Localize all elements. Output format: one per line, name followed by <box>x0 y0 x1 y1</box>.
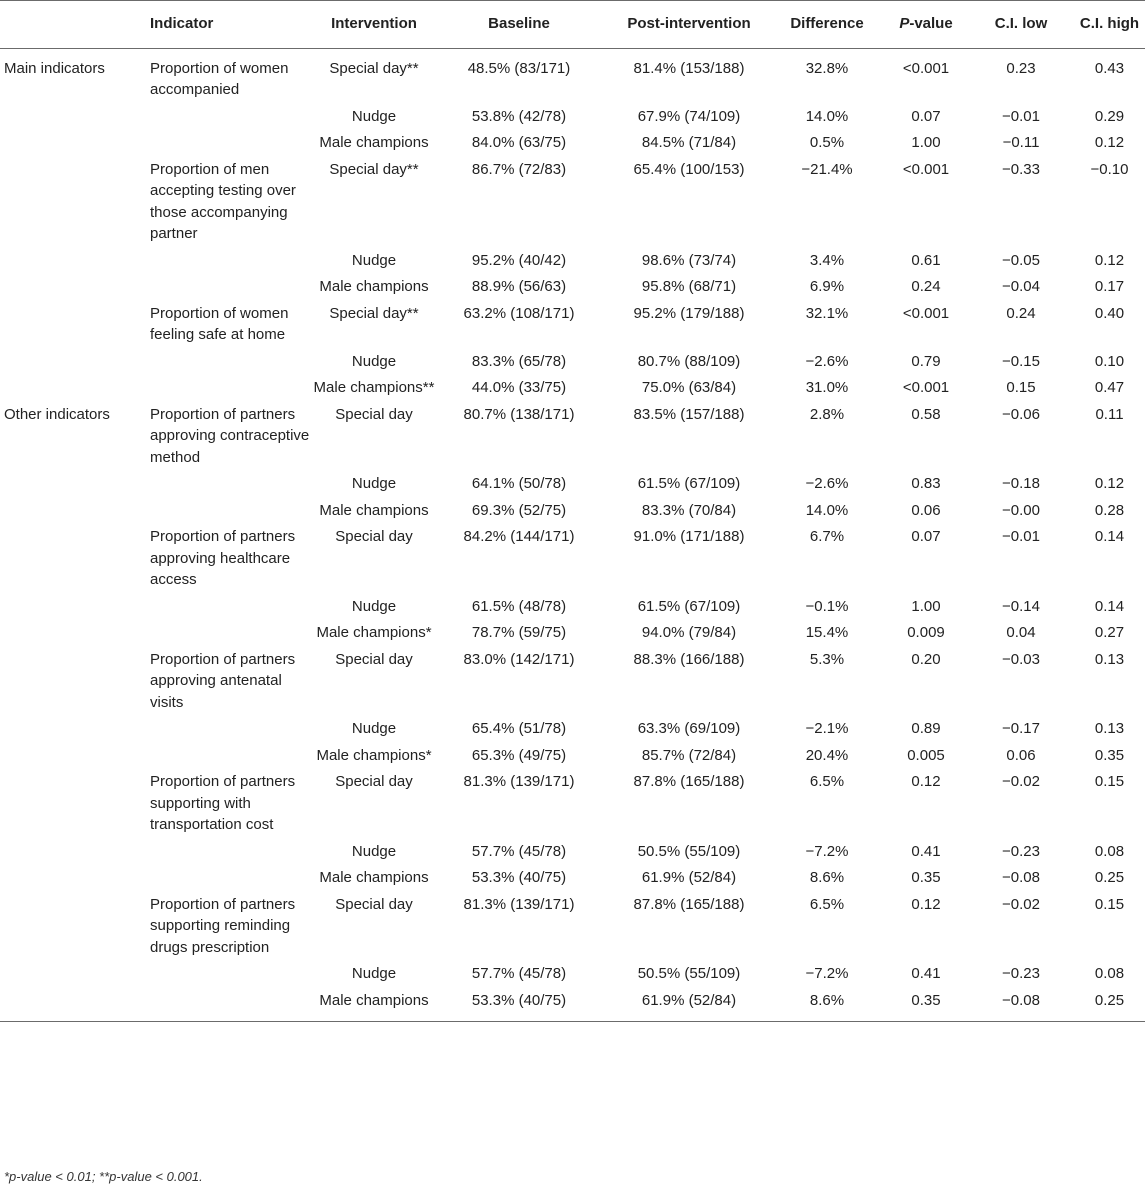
ci-high-cell: 0.25 <box>1094 991 1125 1009</box>
post-intervention-cell: 95.2% (179/188) <box>633 304 745 322</box>
indicator-cell: Proportion of partners supporting with transportation cost <box>150 773 296 833</box>
p-value-cell: 0.07 <box>911 107 941 125</box>
ci-low-cell: −0.08 <box>1002 869 1040 886</box>
difference-cell: 6.9% <box>809 278 845 295</box>
baseline-cell: 86.7% (72/83) <box>471 160 567 178</box>
table-row <box>0 374 1145 401</box>
table-row <box>0 715 1145 742</box>
ci-high-cell: 0.27 <box>1094 624 1125 641</box>
difference-cell: 3.4% <box>809 251 845 269</box>
section-label <box>0 742 146 769</box>
section-label <box>0 593 146 620</box>
ci-high-cell: 0.12 <box>1094 134 1125 151</box>
section-label <box>0 619 146 646</box>
baseline-cell: 84.2% (144/171) <box>463 528 575 545</box>
post-intervention-cell: 61.5% (67/109) <box>637 597 741 615</box>
baseline-cell: 69.3% (52/75) <box>471 501 567 519</box>
section-label <box>0 103 146 130</box>
ci-low-cell: −0.15 <box>1002 352 1040 370</box>
p-value-cell: 0.58 <box>911 405 941 423</box>
section-label <box>0 864 146 891</box>
indicator-cell <box>146 593 310 620</box>
post-intervention-cell: 91.0% (171/188) <box>633 528 745 545</box>
post-intervention-cell: 94.0% (79/84) <box>641 624 737 641</box>
section-label <box>0 646 146 716</box>
table-row <box>0 48 1145 103</box>
baseline-cell: 48.5% (83/171) <box>467 59 571 77</box>
ci-high-cell: 0.12 <box>1094 475 1125 492</box>
post-intervention-cell: 87.8% (165/188) <box>633 773 745 790</box>
post-intervention-cell: 65.4% (100/153) <box>633 160 745 178</box>
ci-low-cell: −0.33 <box>1002 160 1040 178</box>
ci-low-cell: −0.00 <box>1002 501 1040 519</box>
table-footnote: *p-value < 0.01; **p-value < 0.001. <box>4 1169 203 1184</box>
table-row <box>0 247 1145 274</box>
baseline-cell: 57.7% (45/78) <box>471 842 567 860</box>
p-value-cell: <0.001 <box>902 59 950 77</box>
difference-cell: 2.8% <box>809 405 845 423</box>
section-label <box>0 129 146 156</box>
ci-high-cell: 0.13 <box>1094 650 1125 668</box>
baseline-cell: 84.0% (63/75) <box>471 134 567 151</box>
ci-low-cell: −0.11 <box>1002 134 1040 151</box>
difference-cell: 6.5% <box>809 773 845 790</box>
post-intervention-cell: 61.5% (67/109) <box>637 475 741 492</box>
section-label <box>0 470 146 497</box>
table-row <box>0 960 1145 987</box>
ci-low-cell: −0.08 <box>1002 991 1040 1009</box>
post-intervention-cell: 50.5% (55/109) <box>637 965 741 982</box>
indicator-cell <box>146 374 310 401</box>
table-row <box>0 987 1145 1022</box>
difference-cell: −7.2% <box>805 965 849 982</box>
ci-high-cell: 0.17 <box>1094 278 1125 295</box>
intervention-cell: Male champions <box>319 278 429 295</box>
indicator-cell: Proportion of partners supporting reminding drugs prescription <box>150 895 296 956</box>
indicator-cell <box>146 247 310 274</box>
table-row <box>0 742 1145 769</box>
table-row <box>0 156 1145 247</box>
difference-cell: 32.8% <box>805 59 849 77</box>
indicator-cell: Proportion of partners approving healthcare access <box>150 528 296 588</box>
header-difference: Difference <box>778 1 876 49</box>
section-label <box>0 300 146 348</box>
p-value-cell: 0.24 <box>911 278 941 295</box>
intervention-cell: Nudge <box>351 475 397 492</box>
table-row <box>0 593 1145 620</box>
indicator-cell <box>146 470 310 497</box>
ci-low-cell: −0.01 <box>1002 528 1040 545</box>
ci-low-cell: −0.03 <box>1002 650 1040 668</box>
intervention-cell: Nudge <box>351 720 397 737</box>
baseline-cell: 63.2% (108/171) <box>463 304 575 322</box>
p-value-cell: 0.35 <box>911 991 941 1009</box>
difference-cell: −21.4% <box>801 160 853 178</box>
p-value-cell: 0.41 <box>911 965 941 982</box>
indicator-cell <box>146 619 310 646</box>
difference-cell: 8.6% <box>809 869 845 886</box>
post-intervention-cell: 67.9% (74/109) <box>637 107 741 125</box>
ci-high-cell: −0.10 <box>1090 160 1129 178</box>
indicator-cell: Proportion of men accepting testing over those accompanying partner <box>150 160 296 242</box>
ci-low-cell: 0.04 <box>1006 624 1036 641</box>
ci-low-cell: −0.18 <box>1002 475 1040 492</box>
intervention-cell: Special day <box>335 773 413 790</box>
ci-high-cell: 0.08 <box>1094 842 1125 860</box>
intervention-cell: Special day <box>335 650 413 668</box>
table-row <box>0 273 1145 300</box>
table-row <box>0 523 1145 593</box>
post-intervention-cell: 80.7% (88/109) <box>637 352 741 370</box>
table-row <box>0 129 1145 156</box>
difference-cell: 31.0% <box>805 379 849 396</box>
p-value-cell: 0.009 <box>907 624 945 641</box>
p-value-cell: 0.61 <box>911 251 941 269</box>
intervention-cell: Nudge <box>351 251 397 269</box>
difference-cell: 32.1% <box>805 304 849 322</box>
table-row <box>0 497 1145 524</box>
baseline-cell: 53.3% (40/75) <box>471 869 567 886</box>
difference-cell: 5.3% <box>809 650 845 668</box>
intervention-cell: Special day** <box>329 59 419 77</box>
ci-high-cell: 0.13 <box>1094 720 1125 737</box>
baseline-cell: 88.9% (56/63) <box>471 278 567 295</box>
difference-cell: −2.1% <box>805 720 849 737</box>
post-intervention-cell: 88.3% (166/188) <box>633 650 745 668</box>
intervention-cell: Special day <box>335 528 413 545</box>
difference-cell: −0.1% <box>805 597 849 615</box>
intervention-cell: Nudge <box>351 842 397 860</box>
baseline-cell: 61.5% (48/78) <box>471 597 567 615</box>
header-section <box>0 1 146 49</box>
indicator-cell <box>146 273 310 300</box>
table-row <box>0 838 1145 865</box>
ci-high-cell: 0.40 <box>1094 304 1125 322</box>
header-intervention: Intervention <box>310 1 438 49</box>
indicator-cell <box>146 103 310 130</box>
table-row <box>0 768 1145 838</box>
indicator-cell: Proportion of partners approving antenatal visits <box>150 650 296 711</box>
section-label <box>0 374 146 401</box>
section-label <box>0 273 146 300</box>
intervention-cell: Male champions <box>319 501 429 519</box>
section-label <box>0 523 146 593</box>
difference-cell: −2.6% <box>805 475 849 492</box>
baseline-cell: 81.3% (139/171) <box>463 773 575 790</box>
intervention-cell: Nudge <box>351 965 397 982</box>
ci-low-cell: −0.23 <box>1002 965 1040 982</box>
p-value-cell: 1.00 <box>911 134 941 151</box>
table-row <box>0 401 1145 471</box>
baseline-cell: 53.3% (40/75) <box>471 991 567 1009</box>
section-label: Other indicators <box>4 405 110 423</box>
intervention-cell: Special day <box>335 405 413 423</box>
intervention-cell: Nudge <box>351 107 397 125</box>
ci-low-cell: −0.17 <box>1002 720 1040 737</box>
table-body <box>0 48 1145 1022</box>
baseline-cell: 95.2% (40/42) <box>471 251 567 269</box>
p-value-cell: 0.06 <box>911 501 941 519</box>
difference-cell: −7.2% <box>805 842 849 860</box>
post-intervention-cell: 50.5% (55/109) <box>637 842 741 860</box>
ci-low-cell: −0.02 <box>1002 895 1040 913</box>
ci-low-cell: −0.05 <box>1002 251 1040 269</box>
ci-low-cell: −0.14 <box>1002 597 1040 615</box>
intervention-cell: Male champions* <box>316 624 432 641</box>
ci-high-cell: 0.25 <box>1094 869 1125 886</box>
section-label <box>0 348 146 375</box>
ci-low-cell: 0.15 <box>1006 379 1036 396</box>
difference-cell: 14.0% <box>805 107 849 125</box>
baseline-cell: 57.7% (45/78) <box>471 965 567 982</box>
indicator-cell <box>146 348 310 375</box>
indicator-cell: Proportion of women feeling safe at home <box>150 304 289 343</box>
p-value-cell: <0.001 <box>902 304 950 322</box>
intervention-cell: Male champions <box>319 134 429 151</box>
section-label: Main indicators <box>4 59 105 77</box>
baseline-cell: 65.3% (49/75) <box>471 746 567 764</box>
intervention-cell: Male champions** <box>313 379 435 396</box>
header-p-suffix: -value <box>909 15 953 32</box>
indicator-cell <box>146 742 310 769</box>
ci-high-cell: 0.28 <box>1094 501 1125 519</box>
indicator-cell: Proportion of partners approving contraceptive method <box>150 405 310 466</box>
section-label <box>0 838 146 865</box>
post-intervention-cell: 83.5% (157/188) <box>633 405 745 423</box>
table-row <box>0 300 1145 348</box>
header-baseline: Baseline <box>438 1 600 49</box>
baseline-cell: 83.3% (65/78) <box>471 352 567 370</box>
p-value-cell: 0.005 <box>907 746 945 764</box>
p-value-cell: 0.20 <box>911 650 941 668</box>
table-header-row <box>0 1 1145 49</box>
ci-low-cell: −0.04 <box>1002 278 1040 295</box>
difference-cell: −2.6% <box>805 352 849 370</box>
post-intervention-cell: 81.4% (153/188) <box>633 59 745 77</box>
section-label <box>0 768 146 838</box>
difference-cell: 6.5% <box>809 895 845 913</box>
section-label <box>0 891 146 961</box>
header-ci-low: C.I. low <box>976 1 1066 49</box>
ci-high-cell: 0.15 <box>1094 895 1125 913</box>
p-value-cell: 0.41 <box>911 842 941 860</box>
header-ci-high: C.I. high <box>1066 1 1145 49</box>
intervention-cell: Male champions <box>319 869 429 886</box>
baseline-cell: 83.0% (142/171) <box>463 650 575 668</box>
indicator-cell <box>146 864 310 891</box>
ci-low-cell: −0.23 <box>1002 842 1040 860</box>
section-label <box>0 960 146 987</box>
difference-cell: 15.4% <box>805 624 849 641</box>
post-intervention-cell: 83.3% (70/84) <box>641 501 737 519</box>
baseline-cell: 64.1% (50/78) <box>471 475 567 492</box>
indicator-cell <box>146 129 310 156</box>
p-value-cell: 1.00 <box>911 597 941 615</box>
header-p-value <box>876 1 976 49</box>
header-p-letter: P <box>899 15 910 32</box>
post-intervention-cell: 75.0% (63/84) <box>641 379 737 396</box>
baseline-cell: 80.7% (138/171) <box>463 405 575 423</box>
post-intervention-cell: 84.5% (71/84) <box>641 134 737 151</box>
table-row <box>0 619 1145 646</box>
ci-high-cell: 0.10 <box>1094 352 1125 370</box>
section-label <box>0 156 146 247</box>
section-label <box>0 247 146 274</box>
ci-high-cell: 0.12 <box>1094 251 1125 269</box>
section-label <box>0 987 146 1022</box>
baseline-cell: 44.0% (33/75) <box>471 379 567 396</box>
intervention-cell: Male champions* <box>316 746 432 764</box>
p-value-cell: 0.07 <box>911 528 941 545</box>
table-row <box>0 470 1145 497</box>
post-intervention-cell: 63.3% (69/109) <box>637 720 741 737</box>
p-value-cell: 0.12 <box>911 773 941 790</box>
indicator-cell <box>146 960 310 987</box>
ci-low-cell: −0.06 <box>1002 405 1040 423</box>
p-value-cell: <0.001 <box>902 379 950 396</box>
indicator-cell <box>146 987 310 1022</box>
p-value-cell: 0.12 <box>911 895 941 913</box>
difference-cell: 14.0% <box>805 501 849 519</box>
post-intervention-cell: 87.8% (165/188) <box>633 895 745 913</box>
ci-low-cell: 0.23 <box>1006 59 1036 77</box>
baseline-cell: 53.8% (42/78) <box>471 107 567 125</box>
table-row <box>0 891 1145 961</box>
ci-low-cell: −0.01 <box>1002 107 1040 125</box>
ci-low-cell: 0.06 <box>1006 746 1036 764</box>
intervention-cell: Male champions <box>319 991 429 1009</box>
p-value-cell: 0.35 <box>911 869 941 886</box>
indicator-cell <box>146 838 310 865</box>
header-post-intervention: Post-intervention <box>600 1 778 49</box>
ci-high-cell: 0.14 <box>1094 528 1125 545</box>
table-row <box>0 348 1145 375</box>
post-intervention-cell: 61.9% (52/84) <box>641 991 737 1009</box>
p-value-cell: 0.89 <box>911 720 941 737</box>
difference-cell: 6.7% <box>809 528 845 545</box>
table-row <box>0 864 1145 891</box>
ci-high-cell: 0.29 <box>1094 107 1125 125</box>
intervention-cell: Nudge <box>351 352 397 370</box>
ci-low-cell: −0.02 <box>1002 773 1040 790</box>
difference-cell: 20.4% <box>805 746 849 764</box>
ci-high-cell: 0.11 <box>1095 405 1124 423</box>
ci-high-cell: 0.15 <box>1094 773 1125 790</box>
difference-cell: 0.5% <box>809 134 845 151</box>
p-value-cell: 0.83 <box>911 475 941 492</box>
indicator-cell: Proportion of women accompanied <box>150 59 289 98</box>
difference-cell: 8.6% <box>809 991 845 1009</box>
ci-high-cell: 0.08 <box>1094 965 1125 982</box>
intervention-cell: Special day** <box>329 160 419 178</box>
baseline-cell: 78.7% (59/75) <box>471 624 567 641</box>
intervention-cell: Nudge <box>351 597 397 615</box>
indicator-cell <box>146 497 310 524</box>
post-intervention-cell: 98.6% (73/74) <box>641 251 737 269</box>
indicator-cell <box>146 715 310 742</box>
post-intervention-cell: 95.8% (68/71) <box>641 278 737 295</box>
section-label <box>0 715 146 742</box>
p-value-cell: 0.79 <box>911 352 941 370</box>
baseline-cell: 65.4% (51/78) <box>471 720 567 737</box>
ci-high-cell: 0.35 <box>1094 746 1125 764</box>
ci-high-cell: 0.43 <box>1094 59 1125 77</box>
p-value-cell: <0.001 <box>902 160 950 178</box>
post-intervention-cell: 85.7% (72/84) <box>641 746 737 764</box>
baseline-cell: 81.3% (139/171) <box>463 895 575 913</box>
table-row <box>0 646 1145 716</box>
section-label <box>0 497 146 524</box>
ci-low-cell: 0.24 <box>1006 304 1036 322</box>
ci-high-cell: 0.14 <box>1094 597 1125 615</box>
intervention-cell: Special day** <box>329 304 419 322</box>
ci-high-cell: 0.47 <box>1094 379 1125 396</box>
header-indicator: Indicator <box>146 1 310 49</box>
table-row <box>0 103 1145 130</box>
post-intervention-cell: 61.9% (52/84) <box>641 869 737 886</box>
intervention-cell: Special day <box>335 895 413 913</box>
